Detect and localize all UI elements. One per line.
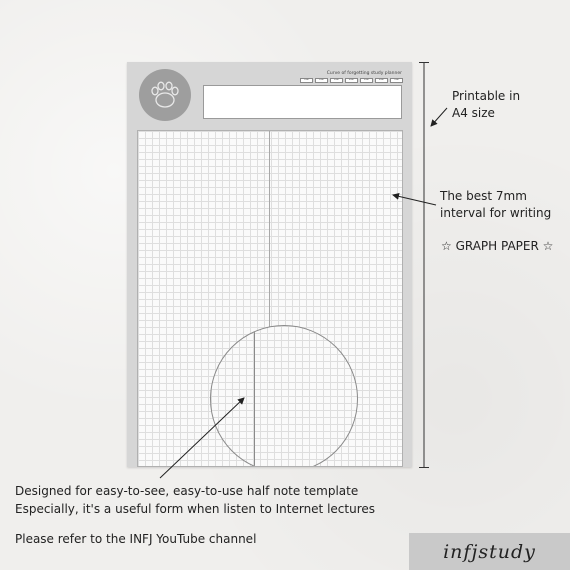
day-checklist <box>300 78 403 83</box>
day-chip: 6DAY <box>375 78 388 83</box>
planner-sheet <box>127 62 412 467</box>
interval-callout-line1: The best 7mm <box>440 189 527 203</box>
arrow-a4 <box>431 108 447 126</box>
paw-icon <box>139 69 191 121</box>
day-chip: 4DAY <box>345 78 358 83</box>
refer-text: Please refer to the INFJ YouTube channel <box>15 532 257 546</box>
day-chip: 2DAY <box>315 78 328 83</box>
day-chip: 5DAY <box>360 78 373 83</box>
day-chip: 3DAY <box>330 78 343 83</box>
interval-callout-line2: interval for writing <box>440 206 552 220</box>
graph-paper-area <box>137 130 403 467</box>
planner-title: Curve of forgetting study planner <box>326 71 402 76</box>
size-bracket <box>419 62 429 468</box>
graph-paper-label: ☆ GRAPH PAPER ☆ <box>441 239 554 253</box>
interval-callout <box>440 188 560 222</box>
circle-divider <box>254 326 255 467</box>
a4-callout-line1: Printable in <box>452 89 521 103</box>
a4-callout <box>452 88 562 122</box>
day-chip: 7DAY <box>390 78 403 83</box>
brand-logo <box>409 533 570 570</box>
title-input-box <box>203 85 402 119</box>
description-line1: Designed for easy-to-see, easy-to-use half note template <box>15 484 359 498</box>
brand-name: infjstudy <box>443 540 536 563</box>
description-line2: Especially, it's a useful form when listen to Internet lectures <box>15 502 376 516</box>
circle-note-area <box>210 325 358 467</box>
a4-callout-line2: A4 size <box>452 106 495 120</box>
day-chip: 1DAY <box>300 78 313 83</box>
description-text <box>15 482 375 518</box>
